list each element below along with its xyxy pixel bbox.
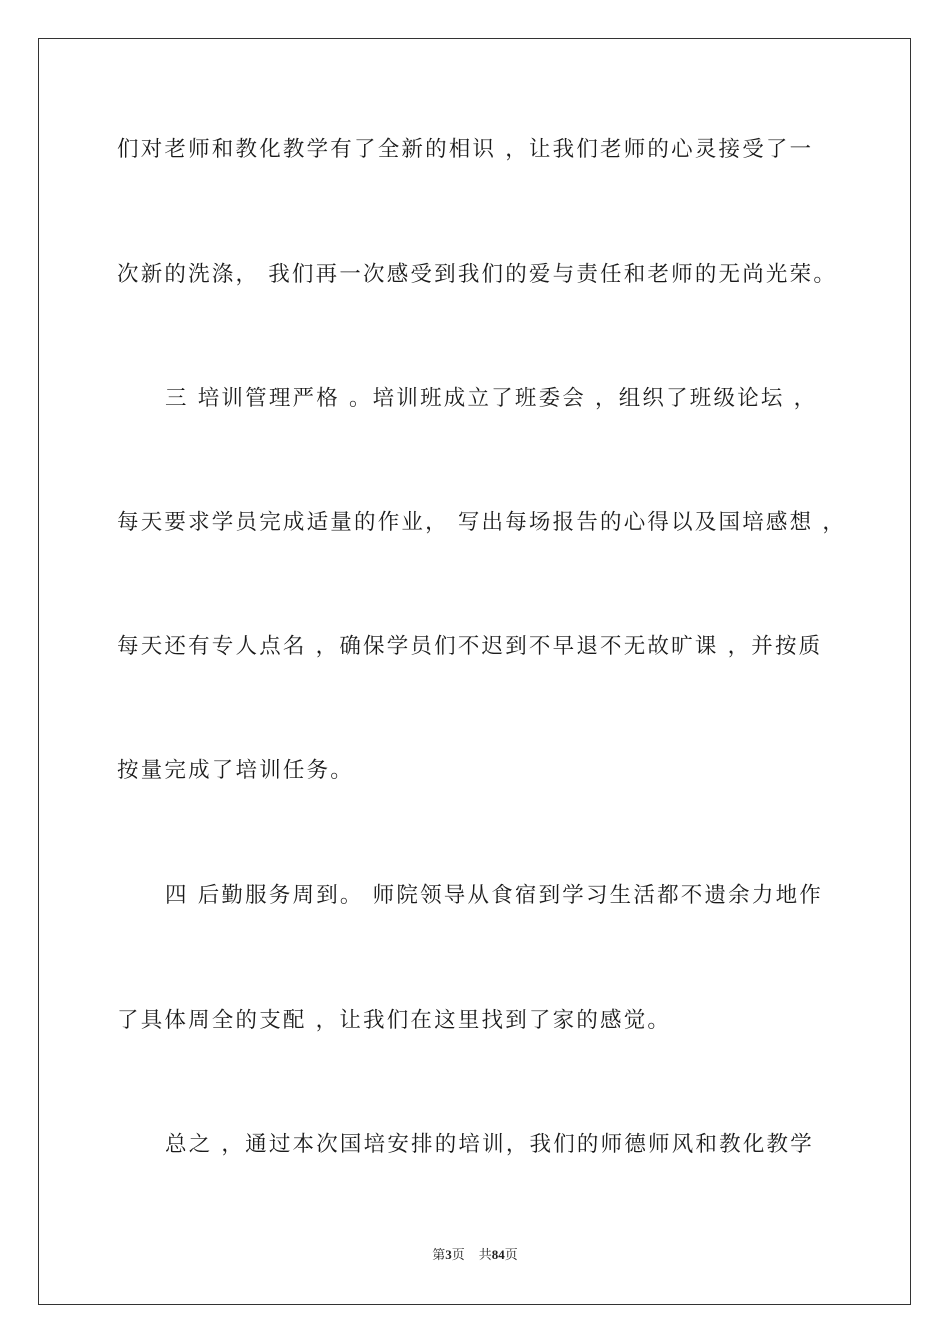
body-line-8: 了具体周全的支配 ，让我们在这里找到了家的感觉。 <box>117 1008 672 1033</box>
footer-page-suffix: 页 <box>451 1248 465 1263</box>
body-line-6: 按量完成了培训任务。 <box>117 758 355 783</box>
page-border <box>38 38 911 1305</box>
footer-page-number: 3 <box>445 1247 452 1262</box>
page-footer <box>0 1246 950 1265</box>
body-line-5: 每天还有专人点名 ，确保学员们不迟到不早退不无故旷课 ，并按质 <box>117 634 823 659</box>
footer-total-pages: 84 <box>491 1247 505 1262</box>
footer-page-prefix: 第 <box>432 1248 446 1263</box>
footer-total-suffix: 页 <box>504 1248 518 1263</box>
body-line-4: 每天要求学员完成适量的作业， 写出每场报告的心得以及国培感想 ， <box>117 510 847 535</box>
paragraph-heading-3-line: 三 培训管理严格 。培训班成立了班委会 ，组织了班级论坛 ， <box>165 386 818 411</box>
paragraph-heading-4-line: 四 后勤服务周到。 师院领导从食宿到学习生活都不遗余力地作 <box>165 883 823 908</box>
body-line-1: 们对老师和教化教学有了全新的相识 ，让我们老师的心灵接受了一 <box>117 137 814 162</box>
footer-total-prefix: 共 <box>478 1248 492 1263</box>
conclusion-line: 总之 ，通过本次国培安排的培训，我们的师德师风和教化教学 <box>165 1132 814 1157</box>
body-line-2: 次新的洗涤， 我们再一次感受到我们的爱与责任和老师的无尚光荣。 <box>117 262 838 287</box>
